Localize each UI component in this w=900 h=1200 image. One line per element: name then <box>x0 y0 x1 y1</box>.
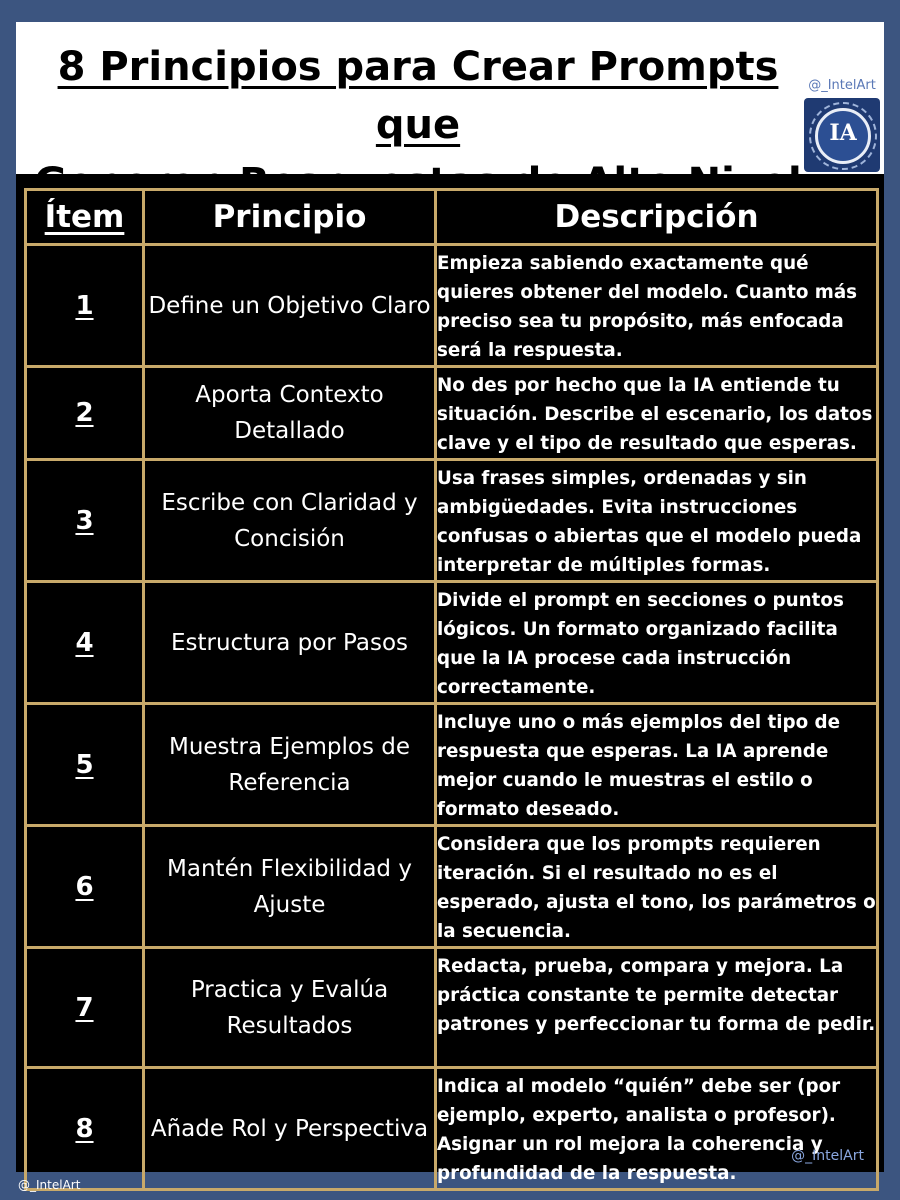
header-principle: Principio <box>144 190 436 245</box>
principle-name: Practica y Evalúa Resultados <box>144 948 436 1068</box>
table-row <box>26 948 878 1068</box>
principle-name: Muestra Ejemplos de Referencia <box>144 704 436 826</box>
item-number: 8 <box>26 1068 144 1190</box>
ia-logo <box>804 98 880 172</box>
principle-name: Aporta Contexto Detallado <box>144 367 436 460</box>
table-row <box>26 582 878 704</box>
handle-top: @_IntelArt <box>808 78 876 93</box>
footer-handle: @_IntelArt <box>18 1178 81 1192</box>
principle-description: Considera que los prompts requieren iteración. Si el resultado no es el esperado, ajusta el tono, los parámetros o la secuencia. <box>436 826 878 948</box>
principle-name: Añade Rol y Perspectiva <box>144 1068 436 1190</box>
principle-description: Redacta, prueba, compara y mejora. La práctica constante te permite detectar patrones y perfeccionar tu forma de pedir. <box>436 948 878 1068</box>
principles-board <box>16 174 884 1184</box>
principle-description: Empieza sabiendo exactamente qué quieres obtener del modelo. Cuanto más preciso sea tu propósito, más enfocada será la respuesta. <box>436 245 878 367</box>
header-description: Descripción <box>436 190 878 245</box>
principle-description: Divide el prompt en secciones o puntos lógicos. Un formato organizado facilita que la IA procese cada instrucción correctamente. <box>436 582 878 704</box>
principles-table <box>24 188 879 1191</box>
table-row <box>26 460 878 582</box>
item-number: 7 <box>26 948 144 1068</box>
item-number: 3 <box>26 460 144 582</box>
table-row <box>26 367 878 460</box>
principle-name: Mantén Flexibilidad y Ajuste <box>144 826 436 948</box>
principle-description: No des por hecho que la IA entiende tu situación. Describe el escenario, los datos clave y el tipo de resultado que esperas. <box>436 367 878 460</box>
table-row <box>26 1068 878 1190</box>
principle-description: Incluye uno o más ejemplos del tipo de respuesta que esperas. La IA aprende mejor cuando le muestras el estilo o formato deseado. <box>436 704 878 826</box>
item-number: 1 <box>26 245 144 367</box>
principle-description: Indica al modelo “quién” debe ser (por ejemplo, experto, analista o profesor). Asignar un rol mejora la coherencia y profundidad de la respuesta. <box>436 1068 878 1190</box>
item-number: 6 <box>26 826 144 948</box>
handle-bottom: @_IntelArt <box>791 1148 864 1164</box>
table-row <box>26 704 878 826</box>
header <box>16 22 884 174</box>
item-number: 2 <box>26 367 144 460</box>
title-line-1: 8 Principios para Crear Prompts que <box>57 44 779 148</box>
header-item: Ítem <box>26 190 144 245</box>
logo-ring-icon <box>815 108 871 164</box>
table-row <box>26 826 878 948</box>
principle-name: Estructura por Pasos <box>144 582 436 704</box>
infographic <box>16 22 884 1184</box>
item-number: 4 <box>26 582 144 704</box>
principle-name: Define un Objetivo Claro <box>144 245 436 367</box>
principle-name: Escribe con Claridad y Concisión <box>144 460 436 582</box>
logo-text: IA <box>829 120 857 146</box>
principle-description: Usa frases simples, ordenadas y sin ambigüedades. Evita instrucciones confusas o abiertas que el modelo pueda interpretar de múltiples formas. <box>436 460 878 582</box>
table-row <box>26 245 878 367</box>
table-header-row <box>26 190 878 245</box>
item-number: 5 <box>26 704 144 826</box>
